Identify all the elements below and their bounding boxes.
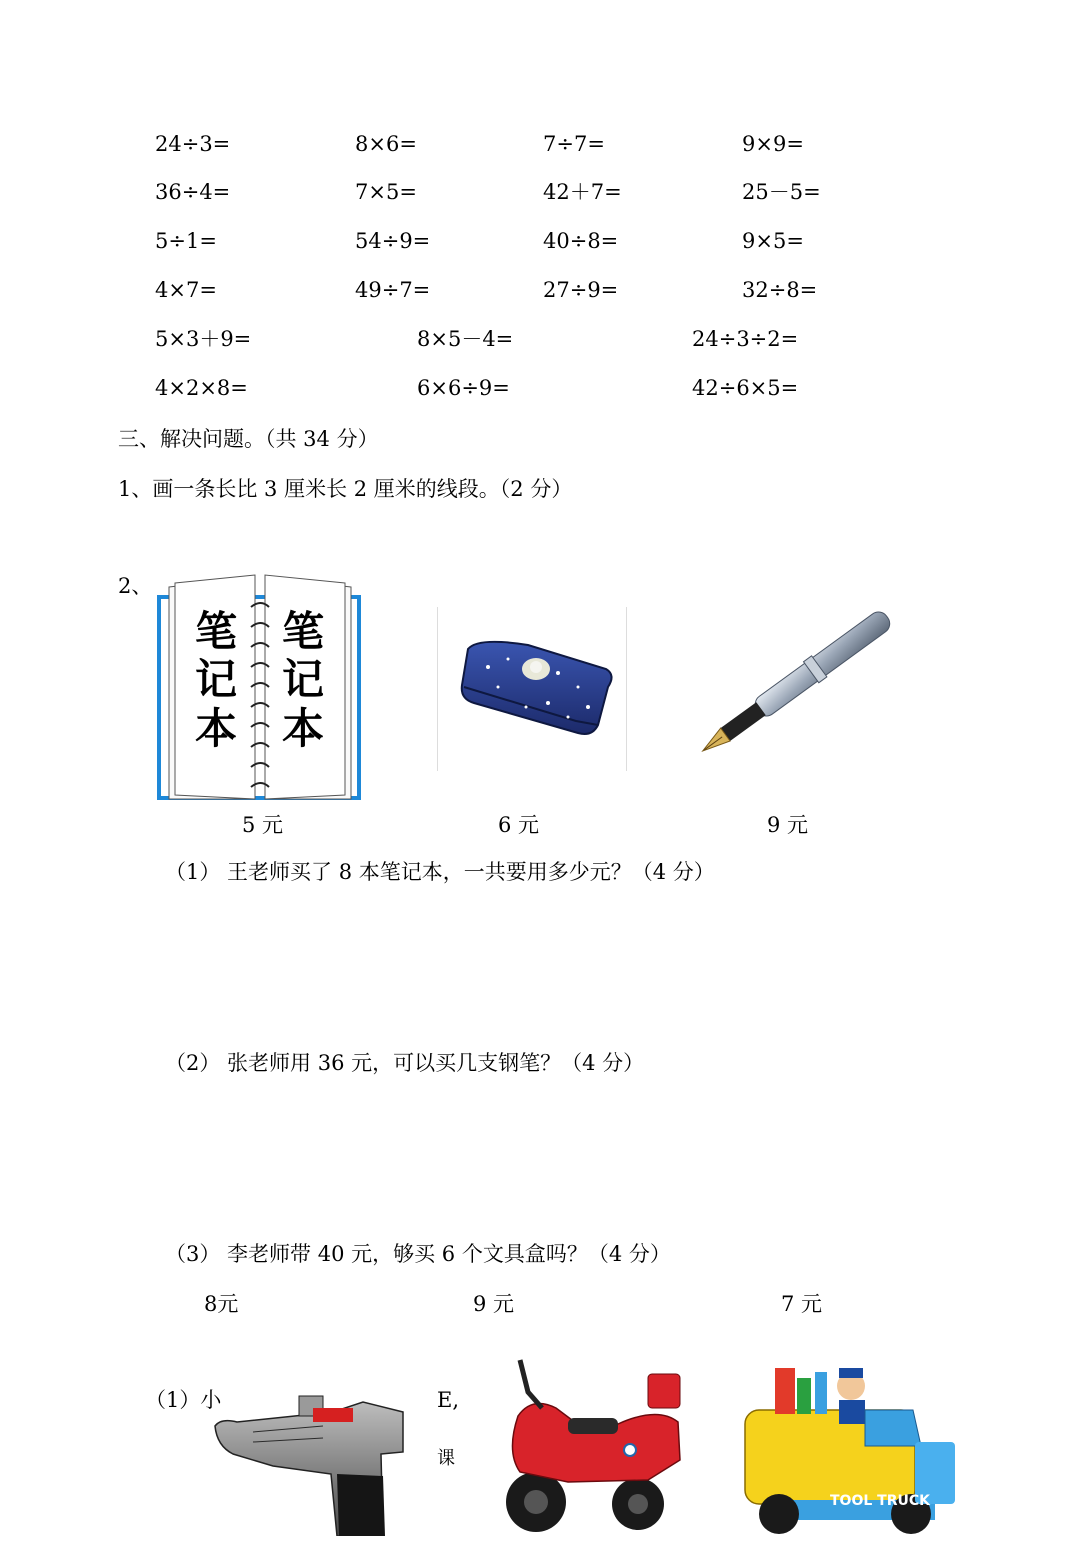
question-2-label: 2、	[118, 574, 153, 598]
exercise-5-1: 5×3＋9=	[155, 327, 252, 351]
price-truck: 7 元	[781, 1292, 823, 1316]
sub-question-1: （1） 王老师买了 8 本笔记本，一共要用多少元？（4 分）	[165, 860, 715, 884]
notebook-char: 本	[282, 703, 325, 753]
truck-label: TOOL TRUCK	[830, 1493, 930, 1509]
toy-gun-image	[213, 1382, 435, 1536]
exercise-5-2: 8×5－4=	[417, 327, 514, 351]
partial-question-text: （1）小	[145, 1388, 222, 1412]
exercise-4-2: 49÷7=	[355, 278, 431, 302]
sub-question-3: （3） 李老师带 40 元，够买 6 个文具盒吗？（4 分）	[165, 1242, 671, 1266]
partial-ke: 课	[437, 1448, 455, 1469]
exercise-2-1: 36÷4=	[155, 180, 231, 204]
section-heading: 三、解决问题。（共 34 分）	[118, 427, 379, 451]
exercise-4-4: 32÷8=	[742, 278, 818, 302]
fountain-pen-image	[678, 592, 914, 772]
exercise-3-1: 5÷1=	[155, 229, 217, 253]
notebook-image	[155, 573, 365, 803]
notebook-char: 笔	[282, 607, 325, 656]
price-toy-gun: 8元	[204, 1292, 239, 1316]
price-pencil-box: 6 元	[498, 813, 540, 837]
notebook-title-left	[195, 608, 237, 753]
exercise-1-3: 7÷7=	[543, 132, 605, 156]
exercise-3-4: 9×5=	[742, 229, 804, 253]
exercise-2-3: 42＋7=	[543, 180, 622, 204]
sub-question-2: （2） 张老师用 36 元，可以买几支钢笔？（4 分）	[165, 1051, 645, 1075]
exercise-1-1: 24÷3=	[155, 132, 231, 156]
exercise-2-2: 7×5=	[355, 180, 417, 204]
exercise-1-4: 9×9=	[742, 132, 804, 156]
exercise-6-1: 4×2×8=	[155, 376, 248, 400]
price-notebook: 5 元	[242, 813, 284, 837]
notebook-char: 记	[282, 655, 325, 705]
motorbike-image	[498, 1352, 688, 1536]
exercise-4-3: 27÷9=	[543, 278, 619, 302]
pencil-box-image	[437, 607, 627, 771]
exercise-3-3: 40÷8=	[543, 229, 619, 253]
notebook-char: 笔	[195, 607, 238, 656]
price-motorbike: 9 元	[473, 1292, 515, 1316]
exercise-5-3: 24÷3÷2=	[692, 327, 799, 351]
exercise-6-2: 6×6÷9=	[417, 376, 510, 400]
notebook-title-right	[282, 608, 324, 753]
exercise-1-2: 8×6=	[355, 132, 417, 156]
question-1: 1、画一条长比 3 厘米长 2 厘米的线段。（2 分）	[118, 477, 573, 501]
notebook-char: 本	[195, 703, 238, 753]
exercise-6-3: 42÷6×5=	[692, 376, 799, 400]
exercise-3-2: 54÷9=	[355, 229, 431, 253]
notebook-char: 记	[195, 655, 238, 705]
exercise-2-4: 25－5=	[742, 180, 821, 204]
partial-comma: E,	[437, 1388, 460, 1412]
price-pen: 9 元	[767, 813, 809, 837]
exercise-4-1: 4×7=	[155, 278, 217, 302]
